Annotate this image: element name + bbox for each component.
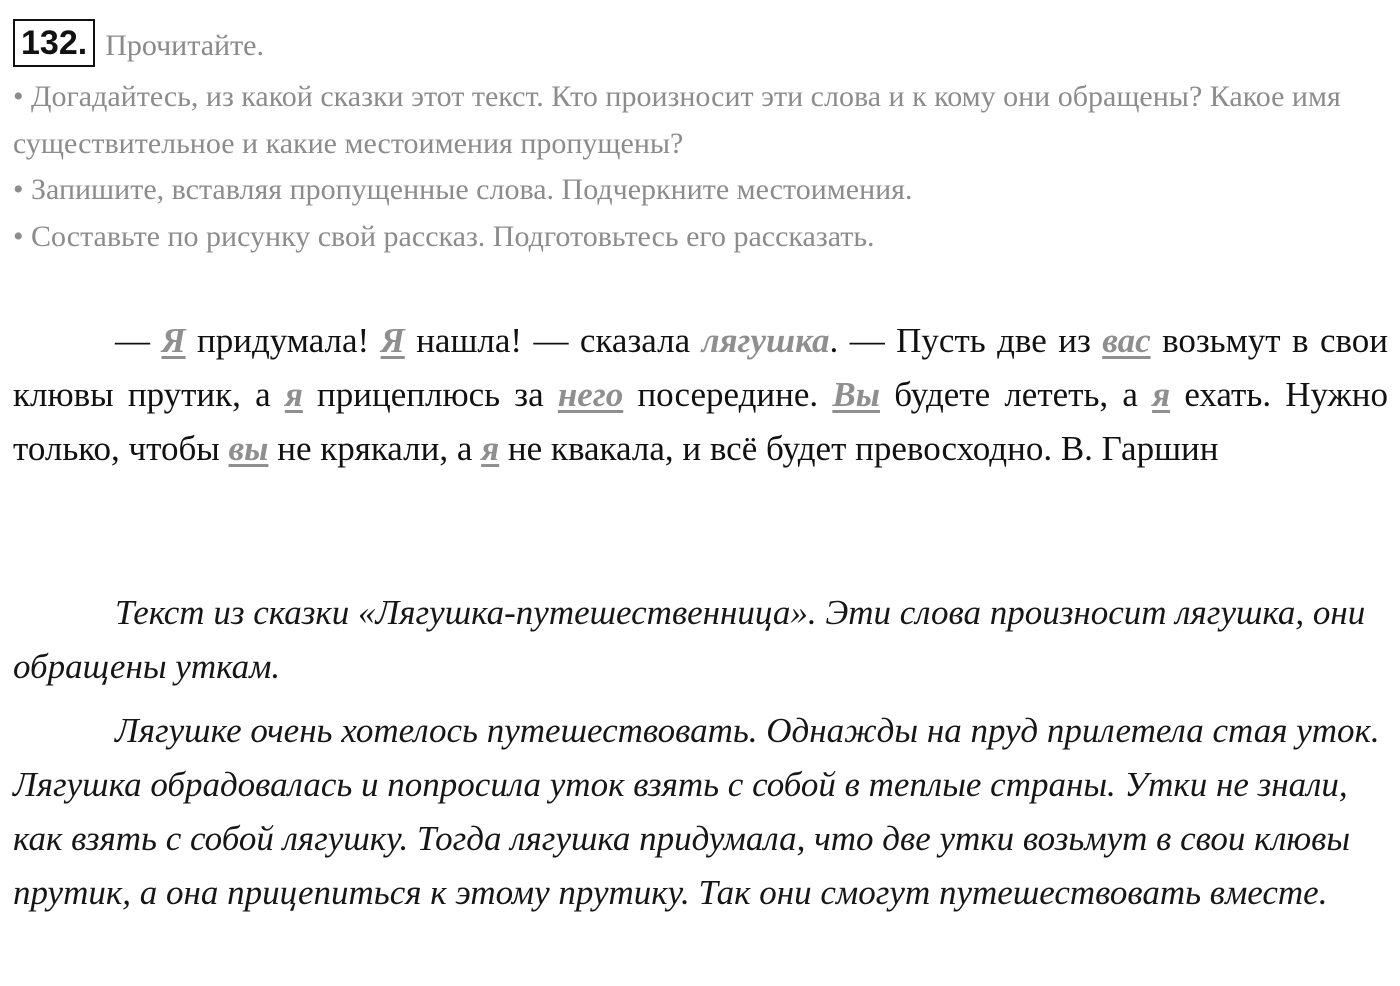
inserted-noun: лягушка [701, 321, 830, 360]
instruction-item: • Запишите, вставляя пропущенные слова. Подчеркните местоимения. [13, 173, 913, 206]
inserted-pronoun: него [557, 375, 624, 414]
answer-paragraph: Лягушке очень хотелось путешествовать. Однажды на пруд прилетела стая уток. Лягушка обрадовалась и попросила уток взять с собой в теплые страны. Утки не знали, как взять с собой лягушку. Тогда лягушка придумала, что две утки возьмут в свои клювы прутик, а она прицепиться к этому прутику. Так они смогут путешествовать вместе. [13, 711, 1380, 912]
task-number: 132. [13, 19, 95, 67]
exercise-text-segment: нашла! — сказала [404, 321, 702, 360]
inserted-pronoun: Я [380, 321, 405, 360]
inserted-pronoun: вы [228, 429, 269, 468]
task-title: Прочитайте. [105, 29, 264, 62]
exercise-text-segment: будете лететь, а [880, 375, 1153, 414]
exercise-text-segment: придумала! [185, 321, 381, 360]
inserted-pronoun: я [481, 429, 500, 468]
exercise-text-segment: посередине. [623, 375, 833, 414]
answer-paragraph: Текст из сказки «Лягушка-путешественница». Эти слова произносит лягушка, они обращены уткам. [13, 593, 1366, 686]
instruction-item: • Составьте по рисунку свой рассказ. Подготовьтесь его рассказать. [13, 219, 875, 253]
task-instructions [13, 74, 1383, 260]
exercise-text-segment: не квакала, и всё будет превосходно. В. Гаршин [499, 429, 1219, 468]
exercise-text-segment: — [115, 321, 162, 360]
exercise-text-segment: не крякали, а [268, 429, 482, 468]
exercise-text [13, 314, 1388, 476]
inserted-pronoun: я [284, 375, 303, 414]
inserted-pronoun: Вы [832, 375, 880, 414]
inserted-pronoun: Я [161, 321, 186, 360]
answer-text [13, 586, 1391, 920]
exercise-paragraph [13, 314, 1388, 476]
exercise-text-segment: возьмут в свои клювы прутик, а [13, 321, 1389, 414]
inserted-pronoun: вас [1102, 321, 1151, 360]
task-header [13, 18, 264, 68]
exercise-text-segment: . — Пусть две из [829, 321, 1103, 360]
exercise-text-segment: прицеплюсь за [302, 375, 558, 414]
instruction-item: • Догадайтесь, из какой сказки этот текст. Кто произносит эти слова и к кому они обращены? Какое имя существительное и какие местоимения пропущены? [13, 80, 1341, 160]
exercise-text-segment: ехать. Нужно только, чтобы [13, 375, 1388, 468]
inserted-pronoun: я [1152, 375, 1171, 414]
